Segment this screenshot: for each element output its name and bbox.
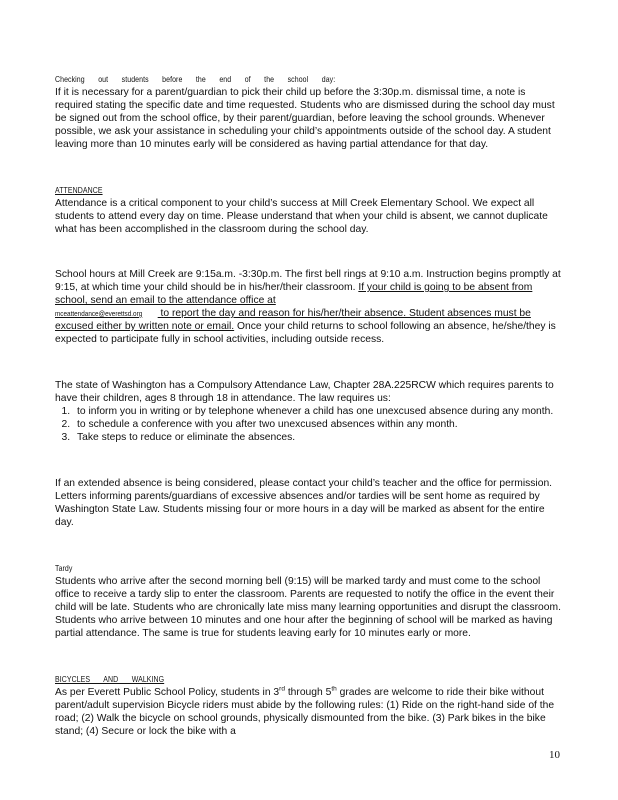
school-hours-section [55, 268, 563, 346]
after-absence-text: Once your child returns to school following an absence, he/she/they is expected to participate fully in school activities, including outside recess. [55, 321, 556, 345]
tardy-paragraph: Students who arrive after the second morning bell (9:15) will be marked tardy and must come to the school office to receive a tardy slip to enter the classroom. Parents are requested to notify the office in the event their child will be late. Students who are chronically late miss many learning opportunities and disrupt the classroom. Students who arrive between 10 minutes and one hour after the beginning of school will be marked as having partial attendance. The same is true for students leaving early for 10 minutes early or more. [55, 576, 561, 639]
extended-absence-section [55, 477, 563, 529]
attendance-paragraph: Attendance is a critical component to your child’s success at Mill Creek Elementary School. We expect all students to attend every day on time. Please understand that when your child is absent, we cannot duplicate what has been accomplished in the classroom during the school day. [55, 198, 548, 235]
tardy-section [55, 562, 563, 640]
attendance-heading: ATTENDANCE [55, 185, 103, 195]
bicycles-text-1: As per Everett Public School Policy, students in 3 [55, 687, 280, 698]
checking-out-section [55, 73, 563, 151]
attendance-section [55, 184, 563, 236]
bicycles-heading: BICYCLES AND WALKING [55, 674, 165, 684]
page-number: 10 [549, 749, 560, 761]
absence-reason-instructions: to report the day and reason for his/her/their absence. Student absences must be excused either by written note or email. [55, 308, 531, 332]
law-requirements-list [55, 405, 563, 444]
law-item: 3. Take steps to reduce or eliminate the absences. [73, 431, 563, 444]
extended-absence-paragraph: If an extended absence is being considered, please contact your child’s teacher and the office for permission. [55, 478, 553, 489]
law-item: 2. to schedule a conference with you after two unexcused absences within any month. [73, 418, 563, 431]
ordinal-suffix: th [331, 685, 337, 693]
letters-paragraph: Letters informing parents/guardians of excessive absences and/or tardies will be sent home as required by Washington State Law. Students missing four or more hours in a day will be marked as absent for the entire day. [55, 491, 545, 528]
bicycles-paragraph [55, 686, 563, 738]
law-item: 1. to inform you in writing or by telephone whenever a child has one unexcused absence during any month. [73, 405, 563, 418]
absence-instructions: If your child is going to be absent from school, send an email to the attendance office at [55, 282, 533, 306]
bicycles-section [55, 673, 563, 738]
checking-out-paragraph: If it is necessary for a parent/guardian to pick their child up before the 3:30p.m. dismissal time, a note is required stating the specific date and time requested. Students who are dismissed during the school day must be signed out from the school office, by their parent/guardian, before leaving the school grounds. Whenever possible, we ask your assistance in scheduling your child’s appointments outside of the school day. A student leaving more than 10 minutes early will be considered as having partial attendance for that day. [55, 87, 555, 150]
school-hours-text: School hours at Mill Creek are 9:15a.m. -3:30p.m. The first bell rings at 9:10 a.m. Instruction begins promptly at 9:15, at which time your child should be in his/her/their classroom. [55, 269, 561, 293]
law-intro: The state of Washington has a Compulsory Attendance Law, Chapter 28A.225RCW which requires parents to have their children, ages 8 through 18 in attendance. The law requires us: [55, 380, 554, 404]
attendance-email-link[interactable]: mceattendance@everettsd.org [55, 309, 143, 318]
compulsory-law-section [55, 379, 563, 444]
bicycles-text-2: through 5 [284, 687, 332, 698]
ordinal-suffix: rd [279, 685, 285, 693]
tardy-heading: Tardy [55, 563, 73, 573]
school-hours-paragraph [55, 268, 563, 346]
checking-out-heading: Checking out students before the end of the school day: [55, 74, 336, 84]
bicycles-text-3: grades are welcome to ride their bike without parent/adult supervision Bicycle riders must abide by the following rules: (1) Ride on the right-hand side of the road; (2) Walk the bicycle on school grounds, physically dismounted from the bike. (3) Park bikes in the bike stand; (4) Secure or lock the bike with a [55, 687, 555, 737]
